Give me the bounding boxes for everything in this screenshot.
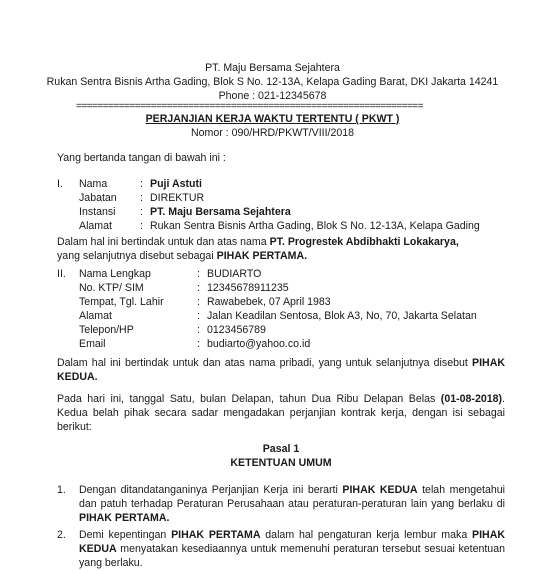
company-address: Rukan Sentra Bisnis Artha Gading, Blok S No. 12-13A, Kelapa Gading Barat, DKI Jakarta 14241: [46, 76, 499, 88]
pasal-title: Pasal 1: [262, 443, 300, 455]
field-label: Email: [79, 338, 106, 350]
field-label: Telepon/HP: [79, 324, 134, 336]
company-name: PT. Maju Bersama Sejahtera: [205, 62, 340, 74]
field-label: Tempat, Tgl. Lahir: [79, 296, 164, 308]
document-number: Nomor : 090/HRD/PKWT/VIII/2018: [190, 127, 355, 139]
pasal-list: [57, 484, 505, 571]
intro-text: Yang bertanda tangan di bawah ini :: [57, 152, 226, 164]
list-item: 2. Demi kepentingan PIHAK PERTAMA dalam hal pengaturan kerja lembur maka PIHAK KEDUA menyatakan kesediaannya untuk memenuhi peraturan tersebut sesuai ketentuan yang berlaku.: [57, 528, 505, 569]
party-one-name-row: I. Nama : Puji Astuti: [57, 178, 505, 192]
list-item: 1. Dengan ditandatanganinya Perjanjian Kerja ini berarti PIHAK KEDUA telah mengetahui dan patuh terhadap Peraturan Perusahaan atau peraturan-peraturan lain yang berlaku di PIHAK PERTAMA.: [57, 484, 505, 524]
divider: =================================================================: [76, 101, 424, 112]
field-value: Jalan Keadilan Sentosa, Blok A3, No, 70, Jakarta Selatan: [207, 310, 477, 322]
field-value: Puji Astuti: [150, 178, 202, 190]
party-one-instansi-row: Instansi : PT. Maju Bersama Sejahtera: [57, 206, 505, 220]
party-one-alamat-row: Alamat : Rukan Sentra Bisnis Artha Gading, Blok S No. 12-13A, Kelapa Gading: [57, 220, 505, 234]
date-paragraph: Pada hari ini, tanggal Satu, bulan Delapan, tahun Dua Ribu Delapan Belas (01-08-2018). Kedua belah pihak secara sadar mengadakan perjanjian kontrak kerja, dengan isi sebagai berikut:: [57, 393, 505, 433]
field-value: DIREKTUR: [150, 192, 205, 204]
field-value: BUDIARTO: [207, 268, 262, 280]
party-one: [57, 178, 505, 234]
party-one-jabatan-row: Jabatan : DIREKTUR: [57, 192, 505, 206]
field-value: Rawabebek, 07 April 1983: [207, 296, 331, 308]
field-value: Rukan Sentra Bisnis Artha Gading, Blok S No. 12-13A, Kelapa Gading: [150, 220, 480, 232]
field-label: Alamat: [79, 310, 112, 322]
field-label: No. KTP/ SIM: [79, 282, 144, 294]
field-label: Nama: [79, 178, 108, 190]
pasal-subtitle: KETENTUAN UMUM: [230, 457, 332, 469]
field-value: 0123456789: [207, 324, 266, 336]
company-phone: Phone : 021-12345678: [218, 90, 327, 102]
field-label: Nama Lengkap: [79, 268, 151, 280]
field-label: Alamat: [79, 220, 112, 232]
field-value: 12345678911235: [207, 282, 289, 294]
field-value: PT. Maju Bersama Sejahtera: [150, 206, 291, 218]
field-label: Instansi: [79, 206, 116, 218]
field-value: budiarto@yahoo.co.id: [207, 338, 311, 350]
document-title: PERJANJIAN KERJA WAKTU TERTENTU ( PKWT ): [145, 113, 400, 125]
field-label: Jabatan: [79, 192, 117, 204]
party-two-paragraph: Dalam hal ini bertindak untuk dan atas nama pribadi, yang untuk selanjutnya disebut PIHAK KEDUA.: [57, 357, 505, 383]
party-two: II. Nama Lengkap : BUDIARTO No. KTP/ SIM : 12345678911235 Tempat, Tgl. Lahir : Rawabebek, 07 April 1983 Alamat : Jalan Keadilan Sentosa, Blok A3, No, 70, Jakarta Selatan Telepon/HP : 0123456789 Email : budiarto@yahoo.co.id: [57, 268, 505, 352]
party-one-paragraph: Dalam hal ini bertindak untuk dan atas nama PT. Progrestek Abdibhakti Lokakarya, yang selanjutnya disebut sebagai PIHAK PERTAMA.: [57, 236, 459, 262]
letterhead: [0, 62, 545, 104]
